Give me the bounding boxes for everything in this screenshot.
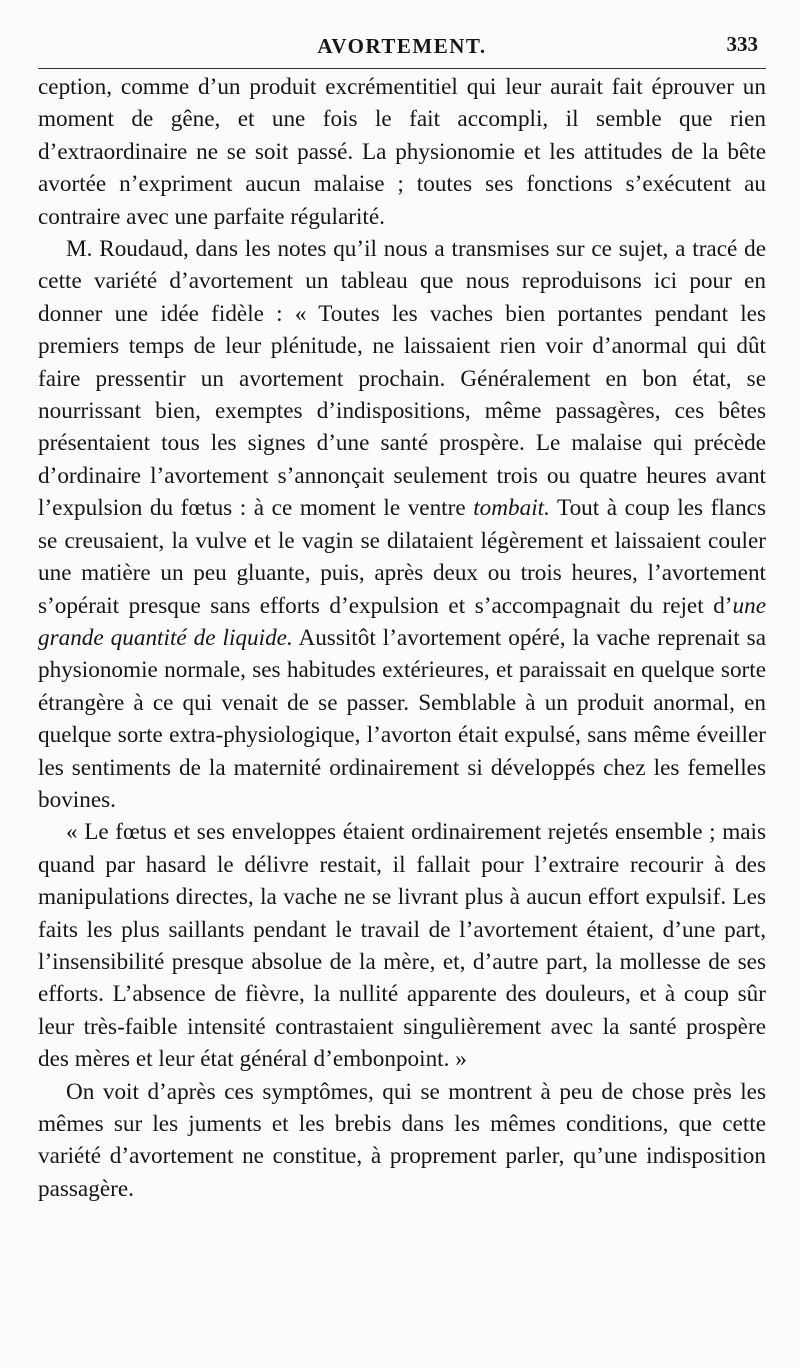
paragraph-text: On voit d’après ces symptômes, qui se montrent à peu de chose près les mêmes sur les juments et les brebis dans les mêmes conditions, que cette variété d’avortement ne constitue, à proprement parler, qu’une indisposition passagère. [38,1078,766,1202]
paragraph-1 [38,71,766,233]
paragraph-3 [38,816,766,1075]
italic-text: une grande quantité de liquide. [38,592,766,651]
italic-text: tombait. [473,495,550,522]
paragraph-2 [38,233,766,816]
page-number: 333 [726,32,758,56]
body-text [38,71,766,1205]
running-header [38,28,766,69]
paragraph-text: ception, comme d’un produit excrémentitiel qui leur aurait fait éprouver un moment de gêne, et une fois le fait accompli, il semble que rien d’extraordinaire ne se soit passé. La physionomie et les attitudes de la bête avortée n’expriment aucun malaise ; toutes ses fonctions s’exécutent au contraire avec une parfaite régularité. [38,74,766,230]
running-title: AVORTEMENT. [317,34,487,58]
paragraph-text: Aussitôt l’avortement opéré, la vache reprenait sa physionomie normale, ses habitudes extérieures, et paraissait en quelque sorte étrangère à ce qui venait de se passer. Semblable à un produit anormal, en quelque sorte extra-physiologique, l’avorton était expulsé, sans même éveiller les sentiments de la maternité ordinairement si développés chez les femelles bovines. [38,624,766,813]
paragraph-4 [38,1076,766,1206]
paragraph-text: « Le fœtus et ses enveloppes étaient ordinairement rejetés ensemble ; mais quand par hasard le délivre restait, il fallait pour l’extraire recourir à des manipulations directes, la vache ne se livrant plus à aucun effort expulsif. Les faits les plus saillants pendant le travail de l’avortement étaient, d’une part, l’insensibilité presque absolue de la mère, et, d’autre part, la mollesse de ses efforts. L’absence de fièvre, la nullité apparente des douleurs, et à coup sûr leur très-faible intensité contrastaient singulièrement avec la santé prospère des mères et leur état général d’embonpoint. » [38,819,766,1073]
paragraph-text: Tout à coup les flancs se creusaient, la vulve et le vagin se dilataient légèrement et laissaient couler une matière un peu gluante, puis, après deux ou trois heures, l’avortement s’opérait presque sans efforts d’expulsion et s’accompagnait du rejet d’ [38,495,766,619]
paragraph-text: M. Roudaud, dans les notes qu’il nous a transmises sur ce sujet, a tracé de cette variété d’avortement un tableau que nous reproduisons ici pour en donner une idée fidèle : « Toutes les vaches bien portantes pendant les premiers temps de leur plénitude, ne laissaient rien voir d’anormal qui dût faire pressentir un avortement prochain. Généralement en bon état, se nourrissant bien, exemptes d’indispositions, même passagères, ces bêtes présentaient tous les signes d’une santé prospère. Le malaise qui précède d’ordinaire l’avortement s’annonçait seulement trois ou quatre heures avant l’expulsion du fœtus : à ce moment le ventre [38,236,766,522]
